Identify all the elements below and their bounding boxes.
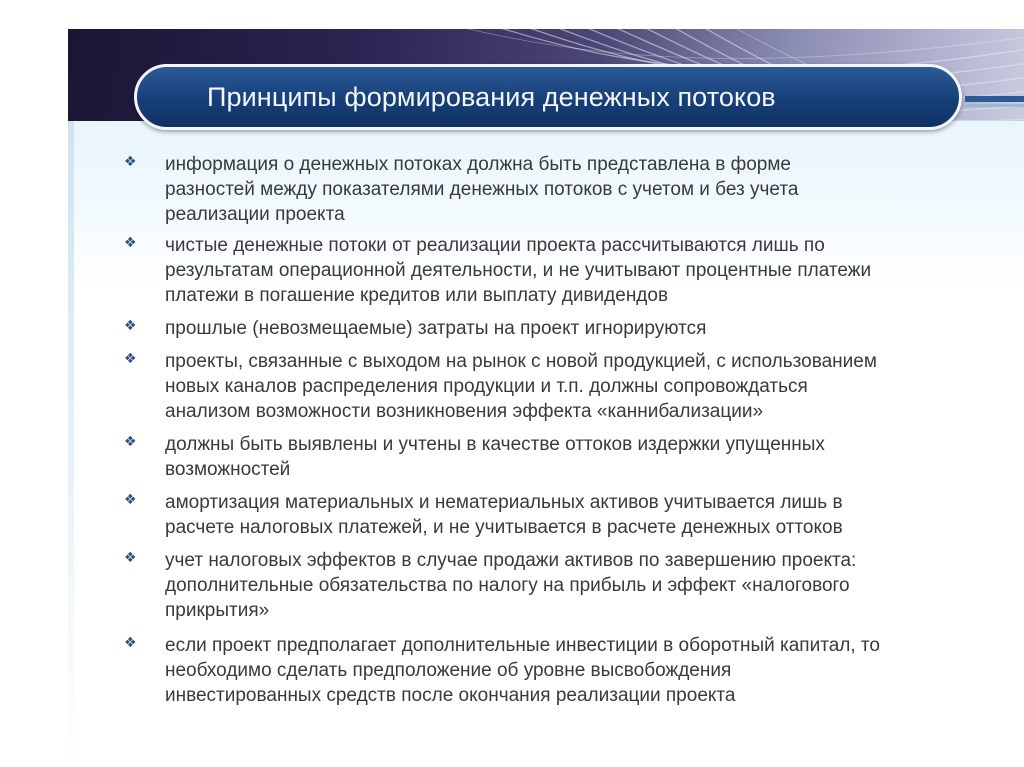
list-item-line: прикрытия» <box>165 600 270 621</box>
list-item <box>124 633 1024 711</box>
slide <box>68 29 1024 767</box>
list-item <box>124 152 1024 230</box>
list-item <box>124 349 1024 427</box>
list-item-line: прошлые (невозмещаемые) затраты на проект игнорируются <box>165 318 707 339</box>
list-item-line: расчете налоговых платежей, и не учитывается в расчете денежных оттоков <box>165 517 843 538</box>
list-item-line: амортизация материальных и нематериальных активов учитывается лишь в <box>165 492 843 513</box>
list-item-line: чистые денежные потоки от реализации проекта рассчитываются лишь по <box>165 235 825 256</box>
list-item <box>124 316 1024 344</box>
diamond-bullet-icon: ❖ <box>124 318 137 334</box>
diamond-bullet-icon: ❖ <box>124 492 137 508</box>
list-item-line: проекты, связанные с выходом на рынок с новой продукцией, с использованием <box>165 351 877 372</box>
diamond-bullet-icon: ❖ <box>124 154 137 170</box>
list-item <box>124 490 1024 542</box>
diamond-bullet-icon: ❖ <box>124 434 137 450</box>
list-item <box>124 432 1024 484</box>
list-item-line: разностей между показателями денежных потоков с учетом и без учета <box>165 179 799 200</box>
list-item-line: информация о денежных потоках должна быть представлена в форме <box>165 154 791 175</box>
page-title: Принципы формирования денежных потоков <box>207 82 776 112</box>
list-item-line: результатам операционной деятельности, и не учитывают процентные платежи <box>165 260 872 281</box>
diamond-bullet-icon: ❖ <box>124 550 137 566</box>
list-item <box>124 233 1024 311</box>
diamond-bullet-icon: ❖ <box>124 635 137 651</box>
diamond-bullet-icon: ❖ <box>124 351 137 367</box>
list-item-line: анализом возможности возникновения эффекта «каннибализации» <box>165 401 764 422</box>
bullet-list <box>68 29 1024 767</box>
list-item-line: платежи в погашение кредитов или выплату дивидендов <box>165 285 669 306</box>
diamond-bullet-icon: ❖ <box>124 235 137 251</box>
list-item-line: дополнительные обязательства по налогу на прибыль и эффект «налогового <box>165 575 850 596</box>
list-item-line: новых каналов распределения продукции и т.п. должны сопровождаться <box>165 376 808 397</box>
list-item-line: если проект предполагает дополнительные инвестиции в оборотный капитал, то <box>165 635 880 656</box>
list-item-line: инвестированных средств после окончания реализации проекта <box>165 685 736 706</box>
list-item-line: возможностей <box>165 459 291 480</box>
list-item-line: необходимо сделать предположение об уровне высвобождения <box>165 660 732 681</box>
list-item-line: учет налоговых эффектов в случае продажи активов по завершению проекта: <box>165 550 857 571</box>
list-item <box>124 548 1024 626</box>
list-item-line: должны быть выявлены и учтены в качестве оттоков издержки упущенных <box>165 434 825 455</box>
list-item-line: реализации проекта <box>165 204 345 225</box>
